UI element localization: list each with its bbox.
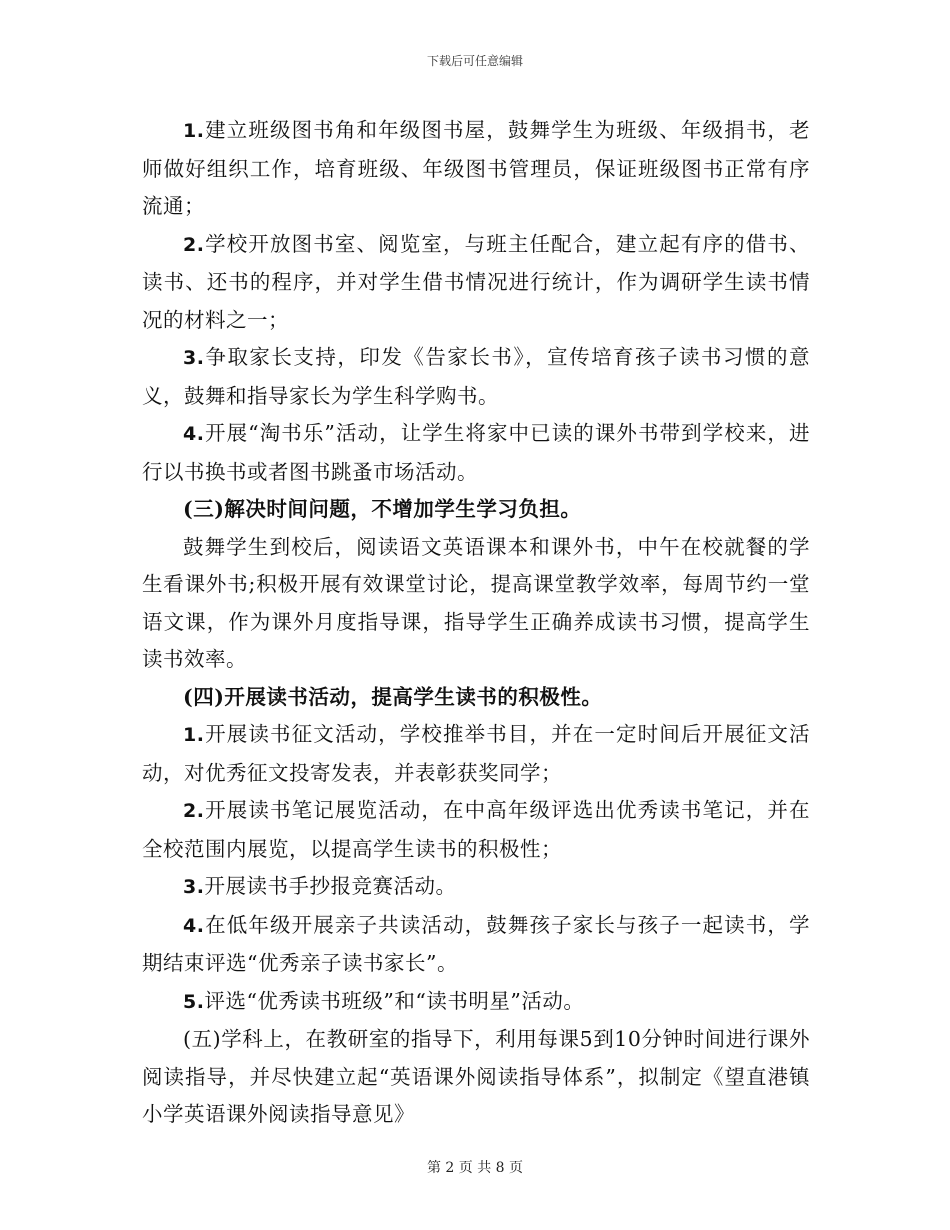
paragraph-4 xyxy=(142,415,810,491)
item-number: 3. xyxy=(183,876,205,898)
item-number: 1. xyxy=(183,120,205,142)
paragraph-text: 开展读书征文活动，学校推举书目，并在一定时间后开展征文活动，对优秀征文投寄发表，并表彰获奖同学； xyxy=(142,722,810,785)
paragraph-text: 争取家长支持，印发《告家长书》，宣传培育孩子读书习惯的意义，鼓舞和指导家长为学生科学购书。 xyxy=(142,345,810,408)
paragraph-text: 在低年级开展亲子共读活动，鼓舞孩子家长与孩子一起读书，学期结束评选“优秀亲子读书家长”。 xyxy=(142,912,810,975)
paragraph-1 xyxy=(142,112,810,226)
item-number: 4. xyxy=(183,423,205,445)
paragraph-activity-5 xyxy=(142,983,810,1022)
section-heading-3: (三)解决时间问题，不增加学生学习负担。 xyxy=(183,497,582,521)
item-number: 1. xyxy=(183,724,205,746)
paragraph-text: 建立班级图书角和年级图书屋，鼓舞学生为班级、年级捐书，老师做好组织工作，培育班级、年级图书管理员，保证班级图书正常有序流通； xyxy=(142,118,810,218)
item-number: 5. xyxy=(183,990,205,1013)
item-number: 3. xyxy=(183,347,205,369)
paragraph-activity-3 xyxy=(142,868,810,907)
paragraph-text: 开展“淘书乐”活动，让学生将家中已读的课外书带到学校来，进行以书换书或者图书跳蚤市场活动。 xyxy=(142,421,810,484)
page-number: 第 2 页 共 8 页 xyxy=(426,1160,524,1176)
paragraph-2 xyxy=(142,226,810,340)
item-number: 2. xyxy=(183,800,205,822)
item-number: 2. xyxy=(183,233,205,256)
document-body xyxy=(142,112,810,1134)
paragraph-section-5: (五)学科上，在教研室的指导下，利用每课5到10分钟时间进行课外阅读指导，并尽快建立起“英语课外阅读指导体系”，拟制定《望直港镇小学英语课外阅读指导意见》 xyxy=(142,1027,810,1126)
header-note: 下载后可任意编辑 xyxy=(426,54,523,68)
paragraph-activity-1 xyxy=(142,716,810,792)
paragraph-activity-2 xyxy=(142,792,810,868)
paragraph-activity-4 xyxy=(142,907,810,983)
item-number: 4. xyxy=(183,914,205,937)
paragraph-text: 开展读书手抄报竞赛活动。 xyxy=(204,874,457,898)
paragraph-3 xyxy=(142,339,810,415)
paragraph-text: 学校开放图书室、阅览室，与班主任配合，建立起有序的借书、读书、还书的程序，并对学生借书情况进行统计，作为调研学生读书情况的材料之一； xyxy=(142,231,810,332)
paragraph-text: 评选“优秀读书班级”和“读书明星”活动。 xyxy=(204,988,585,1013)
paragraph-time: 鼓舞学生到校后，阅读语文英语课本和课外书，中午在校就餐的学生看课外书;积极开展有效课堂讨论，提高课堂教学效率，每周节约一堂语文课，作为课外月度指导课，指导学生正确养成读书习惯，提高学生读书效率。 xyxy=(142,534,810,671)
section-heading-4: (四)开展读书活动，提高学生读书的积极性。 xyxy=(183,684,603,709)
paragraph-text: 开展读书笔记展览活动，在中高年级评选出优秀读书笔记，并在全校范围内展览，以提高学生读书的积极性； xyxy=(142,798,810,861)
